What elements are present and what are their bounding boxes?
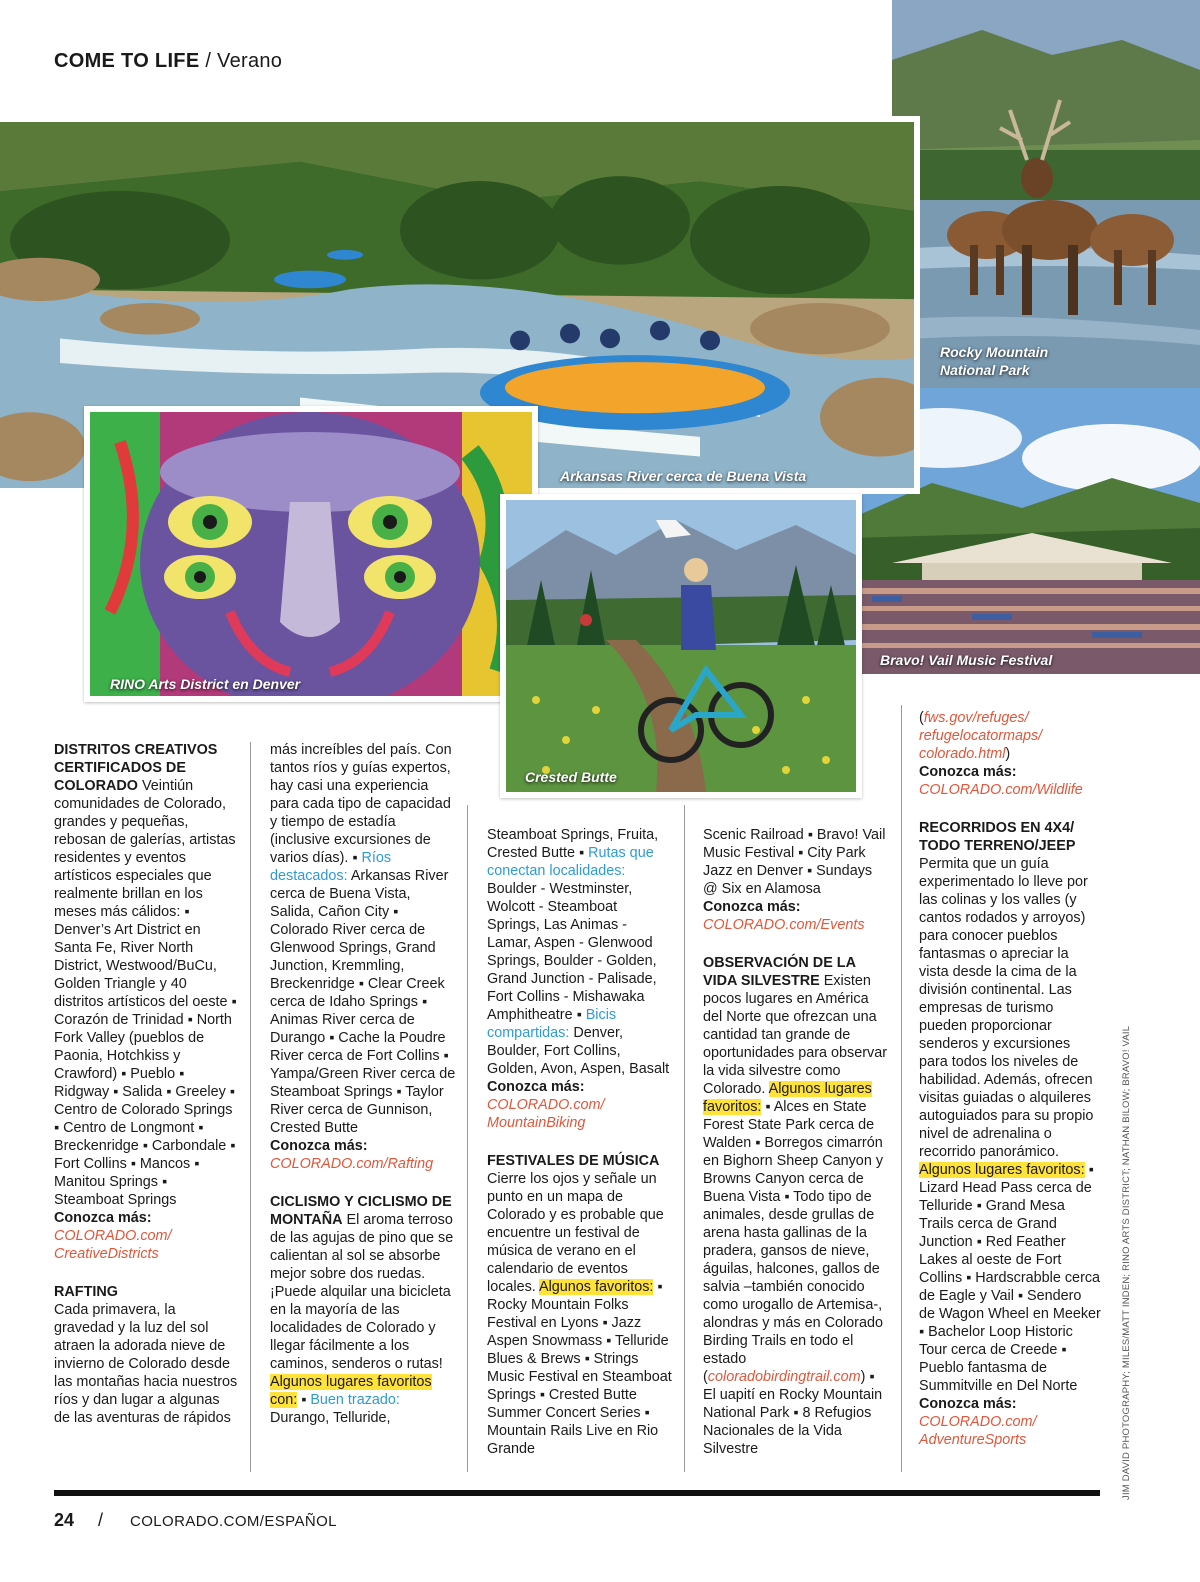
- column-rule-2: [467, 805, 468, 1472]
- highlight-favorites: Algunos lugares favoritos con:: [270, 1374, 432, 1408]
- music-text-1: Cierre los ojos y señale un punto en un mapa de Colorado y es probable que encuentre un festival de música de verano en el calendario de eventos locales.: [487, 1171, 664, 1295]
- section-label: Verano: [217, 50, 283, 72]
- footer-separator: /: [98, 1510, 104, 1530]
- paren-close: ): [1005, 746, 1011, 762]
- learn-more-label: Conozca más:: [703, 899, 801, 915]
- section-kicker: [54, 50, 282, 73]
- article-column-5: [919, 709, 1101, 1449]
- caption-arkansas-river: Arkansas River cerca de Buena Vista: [560, 468, 807, 484]
- caption-crested-butte: Crested Butte: [525, 769, 617, 785]
- rocky-mountain-elk-photo: [892, 0, 1200, 388]
- jeep-tours-text: [919, 855, 1101, 1395]
- link-creative-districts[interactable]: COLORADO.com/ CreativeDistricts: [54, 1228, 172, 1262]
- jeep-text-2: ▪ Lizard Head Pass cerca de Telluride ▪ Grand Mesa Trails cerca de Grand Junction ▪ Red Feather Lakes al oeste de Fort Collins ▪ Hardscrabble cerca de Eagle y Vail ▪ Sendero de Wagon Wheel en Meeker ▪ Bachelor Loop Historic Tour cerca de Creede ▪ Pueblo fantasma de Summitville en Del Norte: [919, 1162, 1101, 1394]
- column-rule-3: [684, 805, 685, 1472]
- highlight-favorites: Algunos lugares favoritos:: [919, 1162, 1085, 1178]
- heading-cycling: CICLISMO Y CICLISMO DE MONTAÑA: [270, 1194, 452, 1228]
- creative-districts-text: Veintiún comunidades de Colorado, grandes y pequeñas, rebosan de galerías, artistas residentes y eventos artísticos especiales que realmente brillan en los meses más cálidos: ▪ Denver’s Art District en Santa Fe, River North District, Westwood/BuCu, Golden Triangle y 40 distritos artísticos del oeste ▪ Corazón de Trinidad ▪ North Fork Valley (pueblos de Paonia, Hotchkiss y Crawford) ▪ Pueblo ▪ Ridgway ▪ Salida ▪ Greeley ▪ Centro de Colorado Springs ▪ Centro de Longmont ▪ Breckenridge ▪ Carbondale ▪ Fort Collins ▪ Mancos ▪ Manitou Springs ▪ Steamboat Springs: [54, 778, 237, 1208]
- column-rule-4: [901, 705, 902, 1472]
- wildlife-text-1: Existen pocos lugares en América del Norte que ofrezcan una cantidad tan grande de oportunidades para observar la vida silvestre como Colorado.: [703, 973, 888, 1097]
- article-column-2: [270, 741, 456, 1427]
- heading-4x4-tours: RECORRIDOS EN 4X4/ TODO TERRENO/JEEP: [919, 820, 1076, 854]
- article-column-3: [487, 826, 673, 1458]
- cycling-text-1: El aroma terroso de las agujas de pino que se calientan al sol se absorbe mejor sobre dos ruedas. ¡Puede alquilar una bicicleta en la mayoría de las localidades de Colorado y llegar fácilmente a los caminos, senderos o rutas!: [270, 1212, 454, 1372]
- cycling-cont-3: Denver, Boulder, Fort Collins, Golden, Avon, Aspen, Basalt: [487, 1025, 670, 1077]
- photo-credit-text: JIM DAVID PHOTOGRAPHY; MILES/MATT INDEN; RINO ARTS DISTRICT; NATHAN BILOW; BRAVO! VAIL: [1121, 1025, 1132, 1500]
- cycling-cont-2: Boulder - Westminster, Wolcott - Steamboat Springs, Las Animas - Lamar, Aspen - Glenwood Springs, Boulder - Golden, Grand Junction - Palisade, Fort Collins - Mishawaka Amphitheatre ▪: [487, 881, 657, 1023]
- caption-rino: RINO Arts District en Denver: [110, 676, 301, 692]
- heading-rafting: RAFTING: [54, 1284, 118, 1300]
- link-fws-refuges[interactable]: fws.gov/refuges/ refugelocatormaps/ colorado.html: [919, 710, 1043, 762]
- highlight-favorites: Algunos favoritos:: [539, 1279, 654, 1295]
- cycling-text-3: Durango, Telluride,: [270, 1410, 391, 1426]
- rafting-continued-text: [270, 741, 456, 1137]
- jeep-text-1: Permita que un guía experimentado lo lleve por las colinas y los valles (y cantos rodados y arroyos) para conocer pueblos fantasmas o apreciar la vista desde la cima de la división continental. Las empresas de turismo pueden proporcionar senderos y excursiones para todos los niveles de habilidad. Además, ofrecen visitas guiadas o alquileres autoguiados para su propio nivel de adrenalina o recorrido panorámico.: [919, 856, 1094, 1160]
- link-rafting[interactable]: COLORADO.com/Rafting: [270, 1156, 434, 1172]
- photo-credit: [1105, 1025, 1132, 1500]
- heading-music-festivals: FESTIVALES DE MÚSICA: [487, 1153, 660, 1169]
- cycling-text-2: ▪: [297, 1392, 311, 1408]
- page-number: 24: [54, 1510, 75, 1530]
- link-mountain-biking[interactable]: COLORADO.com/ MountainBiking: [487, 1097, 605, 1131]
- brand-label: COME TO LIFE: [54, 50, 200, 72]
- rafting-text: Cada primavera, la gravedad y la luz del sol atraen la adorada nieve de invierno de Colorado desde las montañas hacia nuestros ríos y dan lugar a algunas de las aventuras de rápidos: [54, 1302, 238, 1426]
- article-column-4: [703, 826, 889, 1458]
- footer-site-link[interactable]: COLORADO.COM/ESPAÑOL: [130, 1513, 337, 1530]
- wildlife-text-3: ) ▪ El uapití en Rocky Mountain National Park ▪ 8 Refugios Nacionales de la Vida Silvestre: [703, 1369, 883, 1457]
- fws-link-line: [919, 709, 1101, 763]
- link-birding-trail[interactable]: coloradobirdingtrail.com: [707, 1369, 861, 1385]
- heading-creative-districts: DISTRITOS CREATIVOS CERTIFICADOS DE COLORADO: [54, 742, 218, 794]
- learn-more-label: Conozca más:: [54, 1210, 152, 1226]
- highlight-connecting-routes: Rutas que conectan localidades:: [487, 845, 654, 879]
- rafting-cont-2: Arkansas River cerca de Buena Vista, Salida, Cañon City ▪ Colorado River cerca de Glenwood Springs, Grand Junction, Kremmling, Breckenridge ▪ Clear Creek cerca de Idaho Springs ▪ Animas River cerca de Durango ▪ Cache la Poudre River cerca de Fort Collins ▪ Yampa/Green River cerca de Steamboat Springs ▪ Taylor River cerca de Gunnison, Crested Butte: [270, 868, 456, 1136]
- rino-arts-district-photo: [84, 406, 538, 702]
- link-events[interactable]: COLORADO.com/Events: [703, 917, 865, 933]
- link-wildlife[interactable]: COLORADO.com/Wildlife: [919, 782, 1083, 798]
- music-festivals-text: [487, 1170, 673, 1458]
- highlight-bike-share: Bicis compartidas:: [487, 1007, 617, 1041]
- wildlife-text-2: ▪ Alces en State Forest State Park cerca de Walden ▪ Borregos cimarrón en Bighorn Sheep Canyon y Browns Canyon cerca de Buena Vista ▪ Todo tipo de animales, desde grullas de arena hasta gallinas de la pradera, gansos de nieve, águilas, halcones, gallos de salvia –también conocido como urogallo de Artemisa-, alondras y más en Colorado Birding Trails en todo el estado (: [703, 1099, 884, 1385]
- footer-rule: [54, 1490, 1100, 1496]
- highlight-rivers: Ríos destacados:: [270, 850, 392, 884]
- caption-bravo-vail: Bravo! Vail Music Festival: [880, 652, 1053, 668]
- article-column-1: [54, 741, 239, 1427]
- learn-more-label: Conozca más:: [270, 1138, 368, 1154]
- cycling-continued-text: [487, 826, 673, 1078]
- music-text-2: ▪ Rocky Mountain Folks Festival en Lyons ▪ Jazz Aspen Snowmass ▪ Telluride Blues & Brews ▪ Strings Music Festival en Steamboat Springs ▪ Crested Butte Summer Concert Series ▪ Mountain Rails Live en Rio Grande: [487, 1279, 672, 1457]
- paren-open: (: [919, 710, 924, 726]
- kicker-separator: /: [199, 50, 218, 72]
- column-rule-1: [250, 742, 251, 1472]
- learn-more-label: Conozca más:: [919, 764, 1017, 780]
- learn-more-label: Conozca más:: [919, 1396, 1017, 1412]
- link-adventure-sports[interactable]: COLORADO.com/ AdventureSports: [919, 1414, 1037, 1448]
- learn-more-label: Conozca más:: [487, 1079, 585, 1095]
- music-continued-text: Scenic Railroad ▪ Bravo! Vail Music Festival ▪ City Park Jazz en Denver ▪ Sundays @ Six en Alamosa: [703, 827, 886, 897]
- highlight-good-route: Buen trazado:: [310, 1392, 400, 1408]
- cycling-cont-1: Steamboat Springs, Fruita, Crested Butte ▪: [487, 827, 659, 861]
- rafting-cont-1: más increíbles del país. Con tantos ríos y guías expertos, hay casi una experiencia para cada tipo de capacidad y tiempo de estadía (inclusive excursiones de varios días). ▪: [270, 742, 452, 866]
- highlight-favorites: Algunos lugares favoritos:: [703, 1081, 872, 1115]
- heading-wildlife: OBSERVACIÓN DE LA VIDA SILVESTRE: [703, 955, 856, 989]
- caption-rocky-mountain: Rocky Mountain National Park: [940, 344, 1049, 378]
- crested-butte-biking-photo: [500, 494, 862, 798]
